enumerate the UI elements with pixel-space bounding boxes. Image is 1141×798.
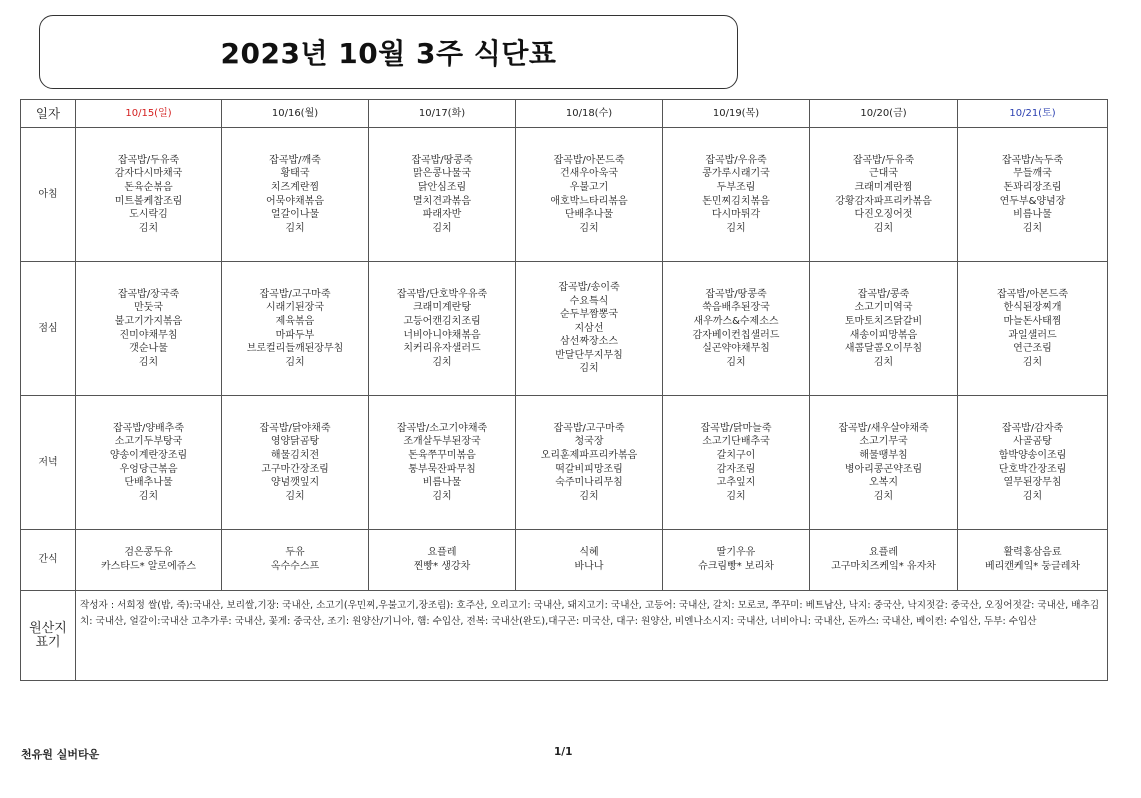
menu-item: 비름나물: [422, 477, 462, 489]
menu-item: 강황감자파프리카볶음: [835, 195, 932, 207]
menu-item: 감자조림: [716, 463, 756, 475]
menu-cell: [516, 262, 663, 396]
menu-item: 청국장: [574, 436, 604, 448]
menu-item: 잡곡밥/단호박우유죽: [396, 288, 488, 300]
menu-item: 두유: [285, 547, 305, 559]
menu-item: 순두부짬뽕국: [560, 309, 618, 321]
menu-item: 조개살두부된장국: [403, 436, 481, 448]
menu-item: 돈꽈리장조림: [1003, 181, 1062, 193]
menu-item: 새우까스&수제소스: [693, 315, 779, 327]
menu-item: 삼선짜장소스: [560, 336, 618, 348]
menu-item: 베리캔케잌* 둥글레차: [984, 561, 1081, 572]
menu-item: 고구마치즈케잌* 유자차: [831, 561, 936, 572]
menu-item: 감자다시마채국: [114, 168, 183, 180]
menu-cell: [810, 128, 958, 262]
header-label: 일자: [21, 100, 76, 128]
menu-item: 새콤달콤오이무침: [844, 343, 923, 355]
menu-item: 콩가루시래기국: [702, 168, 770, 180]
menu-cell: [369, 128, 516, 262]
menu-item: 김치: [579, 490, 599, 502]
menu-item: 잡곡밥/땅콩죽: [411, 154, 473, 166]
menu-item: 잡곡밥/깨죽: [269, 154, 321, 166]
menu-item: 우불고기: [569, 181, 609, 193]
menu-item: 단호박간장조림: [998, 463, 1067, 475]
menu-item: 오리훈제파프리카볶음: [540, 449, 638, 461]
menu-item: 병아리콩곤약조림: [844, 463, 923, 475]
day-header: 10/19(목): [663, 100, 810, 128]
menu-item: 어묵야채볶음: [266, 195, 324, 207]
menu-cell: [222, 396, 369, 530]
menu-cell: [810, 530, 958, 591]
menu-item: 감자베이컨칩샐러드: [692, 329, 780, 341]
menu-item: 김치: [873, 222, 894, 234]
origin-row: [21, 591, 1108, 681]
menu-item: 치커리유자샐러드: [403, 343, 481, 355]
menu-item: 찐빵* 생강차: [413, 561, 471, 572]
menu-cell: [958, 262, 1108, 396]
menu-item: 크래미계란찜: [854, 181, 913, 193]
day-header: 10/20(금): [810, 100, 958, 128]
menu-item: 검은콩두유: [124, 547, 173, 559]
menu-item: 과일샐러드: [1008, 329, 1057, 341]
menu-cell: [369, 530, 516, 591]
menu-item: 카스타드* 알로에쥬스: [100, 561, 197, 572]
menu-item: 김치: [285, 356, 305, 368]
menu-item: 잡곡밥/콩죽: [857, 288, 910, 300]
menu-item: 연두부&양념장: [999, 195, 1066, 207]
menu-item: 소고기두부탕국: [114, 436, 183, 448]
menu-item: 김치: [138, 356, 159, 368]
meal-label: 아침: [21, 128, 76, 262]
menu-item: 지삼선: [574, 322, 604, 334]
menu-item: 요플레: [427, 547, 457, 559]
menu-item: 김치: [1022, 490, 1043, 502]
meal-label: 점심: [21, 262, 76, 396]
menu-item: 미트볼케찹조림: [114, 195, 183, 207]
menu-item: 떡갈비피망조림: [555, 463, 623, 475]
menu-item: 사골곰탕: [1013, 436, 1052, 448]
menu-item: 슈크림빵* 보리차: [698, 561, 774, 572]
menu-item: 잡곡밥/닭마늘죽: [700, 422, 772, 434]
menu-item: 잡곡밥/녹두죽: [1001, 154, 1064, 166]
menu-item: 연근조림: [1013, 343, 1052, 355]
menu-item: 무들깨국: [1013, 168, 1052, 180]
menu-item: 맑은콩나물국: [413, 168, 471, 180]
menu-item: 잡곡밥/고구마죽: [553, 422, 625, 434]
menu-item: 김치: [1022, 356, 1043, 368]
menu-cell: [958, 396, 1108, 530]
menu-item: 소고기미역국: [854, 302, 913, 314]
menu-item: 김치: [873, 356, 894, 368]
menu-item: 브로컬리들깨된장무침: [246, 343, 344, 355]
menu-item: 활력홍삼음료: [1003, 547, 1062, 559]
menu-item: 양송이계란장조림: [109, 449, 188, 461]
meal-row: [21, 262, 1108, 396]
menu-item: 근대국: [869, 168, 898, 180]
menu-item: 잡곡밥/감자죽: [1001, 422, 1064, 434]
menu-item: 김치: [432, 490, 452, 502]
meal-row: [21, 128, 1108, 262]
menu-item: 돈민찌김치볶음: [702, 195, 770, 207]
menu-item: 갈치구이: [716, 449, 756, 461]
menu-item: 함박양송이조림: [998, 449, 1067, 461]
menu-item: 김치: [432, 356, 452, 368]
menu-item: 고등어캔김치조림: [403, 315, 481, 327]
menu-item: 시래기된장국: [266, 302, 324, 314]
menu-item: 김치: [138, 222, 159, 234]
menu-item: 잡곡밥/아몬드죽: [997, 288, 1068, 300]
menu-cell: [663, 530, 810, 591]
menu-item: 고추잎지: [716, 477, 756, 489]
menu-item: 잡곡밥/두유죽: [117, 154, 180, 166]
menu-item: 통부묵잔파무침: [408, 463, 476, 475]
menu-item: 김치: [285, 490, 305, 502]
menu-item: 한식된장찌개: [1003, 302, 1062, 314]
day-header: 10/17(화): [369, 100, 516, 128]
menu-item: 바나나: [574, 561, 604, 572]
menu-cell: [516, 396, 663, 530]
menu-item: 반달단무지무침: [555, 349, 623, 361]
menu-item: 김치: [285, 222, 305, 234]
meal-row: [21, 530, 1108, 591]
title-box: [39, 15, 738, 89]
menu-cell: [516, 530, 663, 591]
menu-item: 양념깻잎지: [270, 477, 320, 489]
menu-cell: [76, 396, 222, 530]
menu-item: 영양닭곰탕: [270, 436, 320, 448]
menu-item: 애호박느타리볶음: [550, 195, 628, 207]
menu-item: 잡곡밥/땅콩죽: [705, 288, 767, 300]
menu-item: 돈육순볶음: [124, 181, 173, 193]
menu-item: 잡곡밥/아몬드죽: [553, 154, 625, 166]
menu-item: 우엉당근볶음: [119, 463, 178, 475]
menu-item: 황태국: [280, 168, 310, 180]
menu-item: 다시마튀각: [711, 209, 761, 221]
menu-cell: [222, 530, 369, 591]
menu-item: 얼갈이나물: [270, 209, 320, 221]
day-header: 10/16(월): [222, 100, 369, 128]
menu-item: 소고기무국: [859, 436, 908, 448]
page-number: 1/1: [554, 746, 573, 758]
meal-row: [21, 396, 1108, 530]
menu-item: 제육볶음: [275, 315, 315, 327]
menu-item: 수요특식: [569, 295, 609, 307]
menu-item: 김치: [873, 490, 894, 502]
menu-item: 토마토치즈닭갈비: [844, 315, 923, 327]
menu-item: 김치: [726, 490, 746, 502]
menu-item: 다진오징어젓: [854, 209, 913, 221]
menu-item: 갯순나물: [129, 343, 168, 355]
menu-cell: [663, 396, 810, 530]
page-title: 2023년 10월 3주 식단표: [220, 37, 557, 70]
organization-name: 천유원 실버타운: [21, 748, 100, 761]
menu-item: 잡곡밥/소고기야채죽: [396, 422, 488, 434]
menu-item: 비름나물: [1013, 209, 1052, 221]
menu-item: 크래미계란탕: [413, 302, 471, 314]
menu-cell: [222, 128, 369, 262]
menu-cell: [810, 262, 958, 396]
menu-cell: [369, 262, 516, 396]
menu-item: 열무된장무침: [1003, 477, 1062, 489]
menu-item: 김치: [432, 222, 452, 234]
menu-item: 두부조림: [716, 181, 756, 193]
menu-item: 김치: [1022, 222, 1043, 234]
origin-label: 원산지 표기: [21, 591, 76, 681]
menu-item: 단배추나물: [124, 477, 173, 489]
menu-item: 해물김치전: [270, 449, 320, 461]
menu-item: 너비아니야채볶음: [403, 329, 481, 341]
menu-cell: [76, 262, 222, 396]
menu-item: 잡곡밥/송이죽: [558, 281, 620, 293]
menu-item: 쑥음배추된장국: [702, 302, 770, 314]
menu-item: 딸기우유: [716, 547, 756, 559]
menu-item: 마늘돈사태찜: [1003, 315, 1062, 327]
menu-item: 오복지: [869, 477, 898, 489]
menu-item: 건새우아욱국: [560, 168, 618, 180]
menu-cell: [516, 128, 663, 262]
menu-item: 김치: [579, 363, 599, 375]
menu-item: 소고기단배추국: [702, 436, 770, 448]
menu-item: 불고기가지볶음: [114, 315, 183, 327]
origin-text: 작성자 : 서희정 쌀(밥, 죽):국내산, 보리쌀,기장: 국내산, 소고기(우민찌,우불고기,장조림): 호주산, 오리고기: 국내산, 돼지고기: 국내산, 고등어: 국내산, 갈치: 모로코, 쭈꾸미: 베트남산, 낙지: 중국산, 낙지젓갈: 중국산, 오징어젓갈: 국내산, 배추김치: 국내산, 얼갈이:국내산 고추가루: 국내산, 꽃게: 중국산, 조기: 원양산/기니아, 햄: 수입산, 전복: 국내산(완도),대구곤: 미국산, 대구: 원양산, 비엔나소시지: 국내산, 너비아니: 국내산, 돈까스: 국내산, 베이컨: 수입산, 두부: 수입산: [76, 591, 1108, 681]
menu-item: 옥수수스프: [270, 561, 320, 572]
menu-cell: [222, 262, 369, 396]
header-row: [21, 100, 1108, 128]
menu-item: 새송이피망볶음: [849, 329, 918, 341]
menu-cell: [663, 128, 810, 262]
menu-cell: [810, 396, 958, 530]
menu-item: 잡곡밥/장국죽: [117, 288, 180, 300]
meal-label: 저녁: [21, 396, 76, 530]
menu-item: 잡곡밥/새우살야채죽: [838, 422, 929, 434]
menu-item: 잡곡밥/우유죽: [705, 154, 767, 166]
menu-item: 돈육쭈꾸미볶음: [408, 449, 476, 461]
menu-item: 마파두부: [275, 329, 315, 341]
menu-item: 잡곡밥/닭야채죽: [259, 422, 331, 434]
menu-item: 숙주미나리무침: [555, 477, 623, 489]
menu-item: 김치: [579, 222, 599, 234]
menu-item: 진미야채무침: [119, 329, 178, 341]
menu-item: 김치: [726, 222, 746, 234]
menu-cell: [76, 128, 222, 262]
menu-cell: [663, 262, 810, 396]
menu-item: 해물땡부침: [859, 449, 908, 461]
day-header: 10/18(수): [516, 100, 663, 128]
menu-item: 고구마간장조림: [261, 463, 329, 475]
meal-label: 간식: [21, 530, 76, 591]
menu-item: 만둣국: [134, 302, 163, 314]
menu-cell: [76, 530, 222, 591]
menu-item: 실곤약야채무침: [702, 343, 770, 355]
menu-item: 도시락김: [129, 209, 168, 221]
menu-item: 잡곡밥/두유죽: [852, 154, 915, 166]
menu-item: 잡곡밥/고구마죽: [259, 288, 331, 300]
menu-item: 단배추나물: [564, 209, 614, 221]
menu-item: 파래자반: [422, 209, 462, 221]
menu-cell: [958, 530, 1108, 591]
menu-table: [20, 99, 1108, 681]
menu-cell: [958, 128, 1108, 262]
day-header: 10/15(일): [76, 100, 222, 128]
menu-item: 요플레: [869, 547, 898, 559]
menu-item: 식혜: [579, 547, 599, 559]
menu-item: 멸치견과볶음: [413, 195, 471, 207]
menu-item: 치즈계란찜: [270, 181, 320, 193]
menu-item: 닭안심조림: [417, 181, 467, 193]
menu-item: 김치: [726, 356, 746, 368]
menu-item: 김치: [138, 490, 159, 502]
menu-cell: [369, 396, 516, 530]
menu-item: 잡곡밥/양배추죽: [113, 422, 184, 434]
day-header: 10/21(토): [958, 100, 1108, 128]
